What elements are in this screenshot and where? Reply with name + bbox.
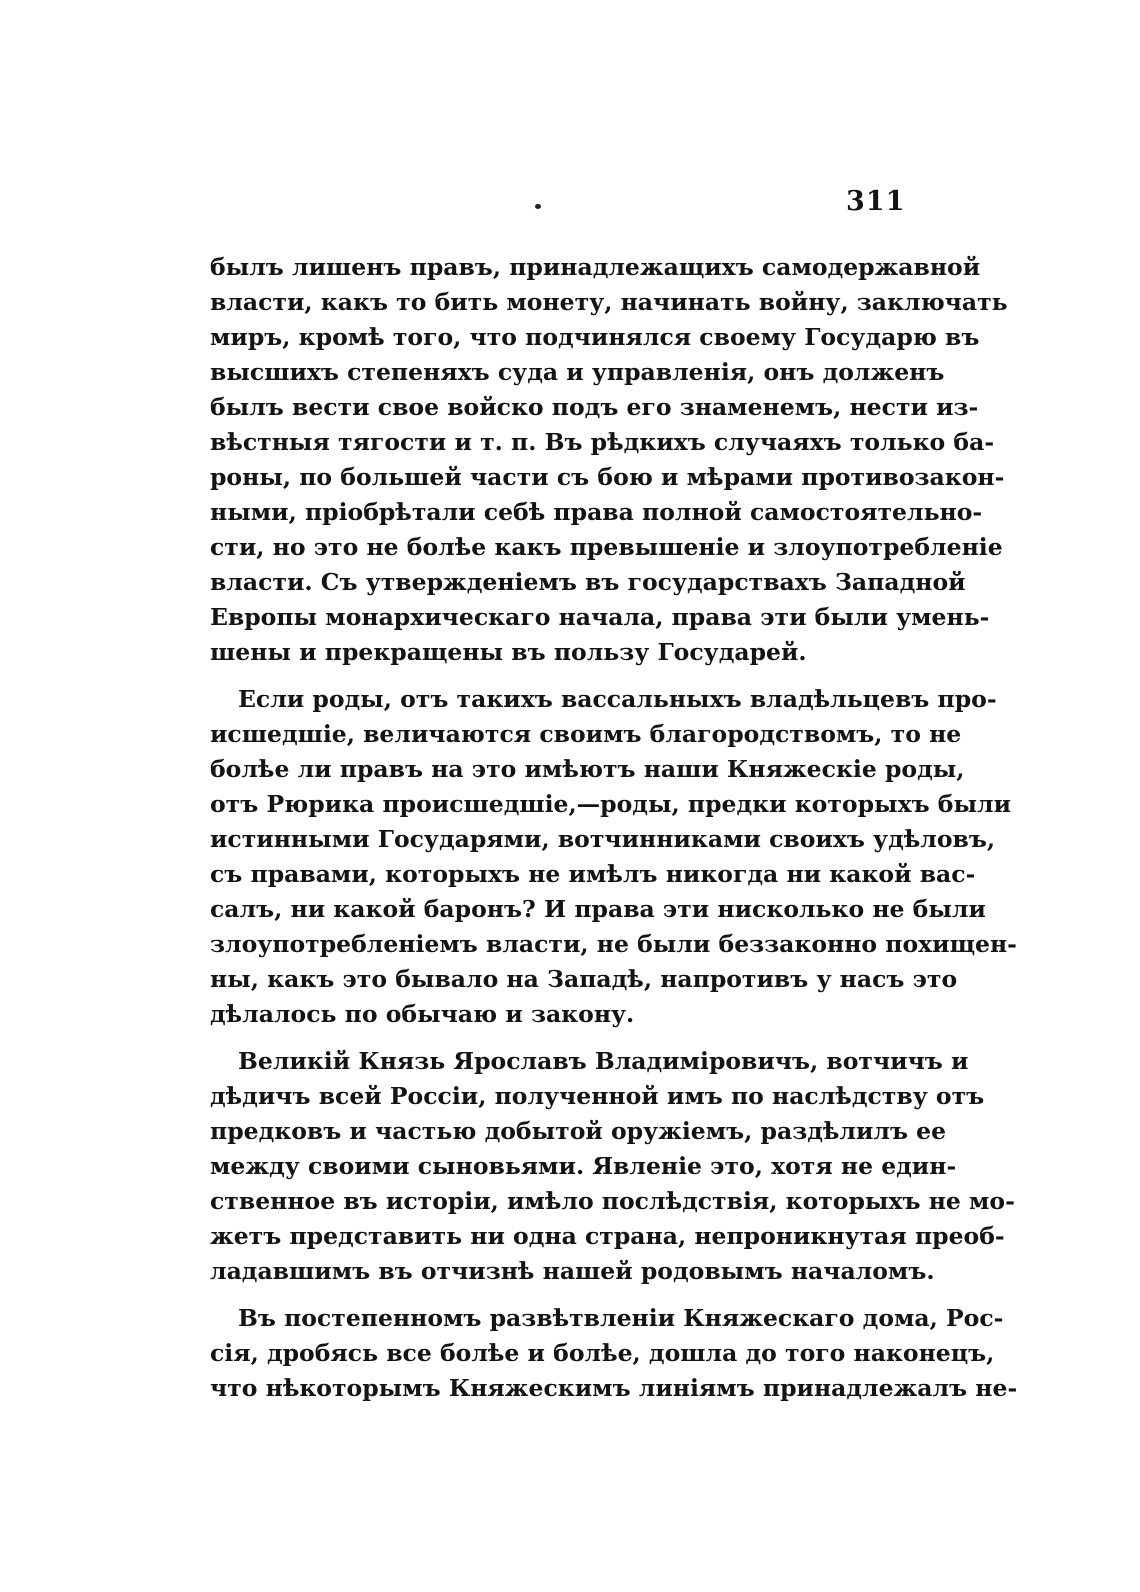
page-number: 311 bbox=[846, 186, 906, 217]
text-line: вѣстныя тягости и т. п. Въ рѣдкихъ случаяхъ только ба- bbox=[210, 428, 995, 456]
text-line: миръ, кромѣ того, что подчинялся своему Государю въ bbox=[210, 323, 980, 351]
text-line: злоупотребленіемъ власти, не были беззаконно похищен- bbox=[210, 930, 1017, 958]
text-line: высшихъ степеняхъ суда и управленія, онъ долженъ bbox=[210, 358, 945, 386]
text-line: роны, по большей части съ бою и мѣрами противозакон- bbox=[210, 463, 1005, 491]
text-line: ны, какъ это бывало на Западѣ, напротивъ у насъ это bbox=[210, 965, 958, 993]
paragraph bbox=[210, 250, 1008, 670]
text-line: истинными Государями, вотчинниками своихъ удѣловъ, bbox=[210, 825, 996, 853]
text-line: власти, какъ то бить монету, начинать войну, заключать bbox=[210, 288, 1008, 316]
text-line: власти. Съ утвержденіемъ въ государствахъ Западной bbox=[210, 568, 966, 596]
text-line: жетъ представить ни одна страна, непроникнутая преоб- bbox=[210, 1222, 1005, 1250]
text-line: салъ, ни какой баронъ? И права эти нисколько не были bbox=[210, 895, 986, 923]
text-line: болѣе ли правъ на это имѣютъ наши Княжескіе роды, bbox=[210, 755, 965, 783]
body-text bbox=[210, 250, 1018, 1418]
text-line: съ правами, которыхъ не имѣлъ никогда ни какой вас- bbox=[210, 860, 976, 888]
text-line: ладавшимъ въ отчизнѣ нашей родовымъ началомъ. bbox=[210, 1257, 935, 1285]
text-line: былъ вести свое войско подъ его знаменемъ, нести из- bbox=[210, 393, 979, 421]
text-line: былъ лишенъ правъ, принадлежащихъ самодержавной bbox=[210, 253, 981, 281]
text-line: дѣдичъ всей Россіи, полученной имъ по наслѣдству отъ bbox=[210, 1082, 985, 1110]
text-line: шены и прекращены въ пользу Государей. bbox=[210, 638, 807, 666]
text-line: отъ Рюрика происшедшіе,—роды, предки которыхъ были bbox=[210, 790, 1012, 818]
text-line: Великій Князь Ярославъ Владиміровичъ, вотчичъ и bbox=[238, 1047, 969, 1075]
paragraph bbox=[210, 1044, 1015, 1289]
text-line: ственное въ исторіи, имѣло послѣдствія, которыхъ не мо- bbox=[210, 1187, 1015, 1215]
text-line: Европы монархическаго начала, права эти были умень- bbox=[210, 603, 990, 631]
text-line: что нѣкоторымъ Княжескимъ линіямъ принадлежалъ не- bbox=[210, 1374, 1018, 1402]
text-line: дѣлалось по обычаю и закону. bbox=[210, 1000, 635, 1028]
text-line: исшедшіе, величаются своимъ благородствомъ, то не bbox=[210, 720, 962, 748]
text-line: предковъ и частью добытой оружіемъ, раздѣлилъ ее bbox=[210, 1117, 947, 1145]
text-line: Въ постепенномъ развѣтвленіи Княжескаго дома, Рос- bbox=[238, 1304, 1004, 1332]
paragraph bbox=[210, 1301, 1018, 1406]
text-line: ными, пріобрѣтали себѣ права полной самостоятельно- bbox=[210, 498, 983, 526]
paragraph bbox=[210, 682, 1017, 1032]
print-speck bbox=[535, 204, 541, 209]
text-line: между своими сыновьями. Явленіе это, хотя не един- bbox=[210, 1152, 957, 1180]
text-line: Если роды, отъ такихъ вассальныхъ владѣльцевъ про- bbox=[238, 685, 997, 713]
text-line: сти, но это не болѣе какъ превышеніе и злоупотребленіе bbox=[210, 533, 1003, 561]
text-line: сія, дробясь все болѣе и болѣе, дошла до того наконецъ, bbox=[210, 1339, 995, 1367]
